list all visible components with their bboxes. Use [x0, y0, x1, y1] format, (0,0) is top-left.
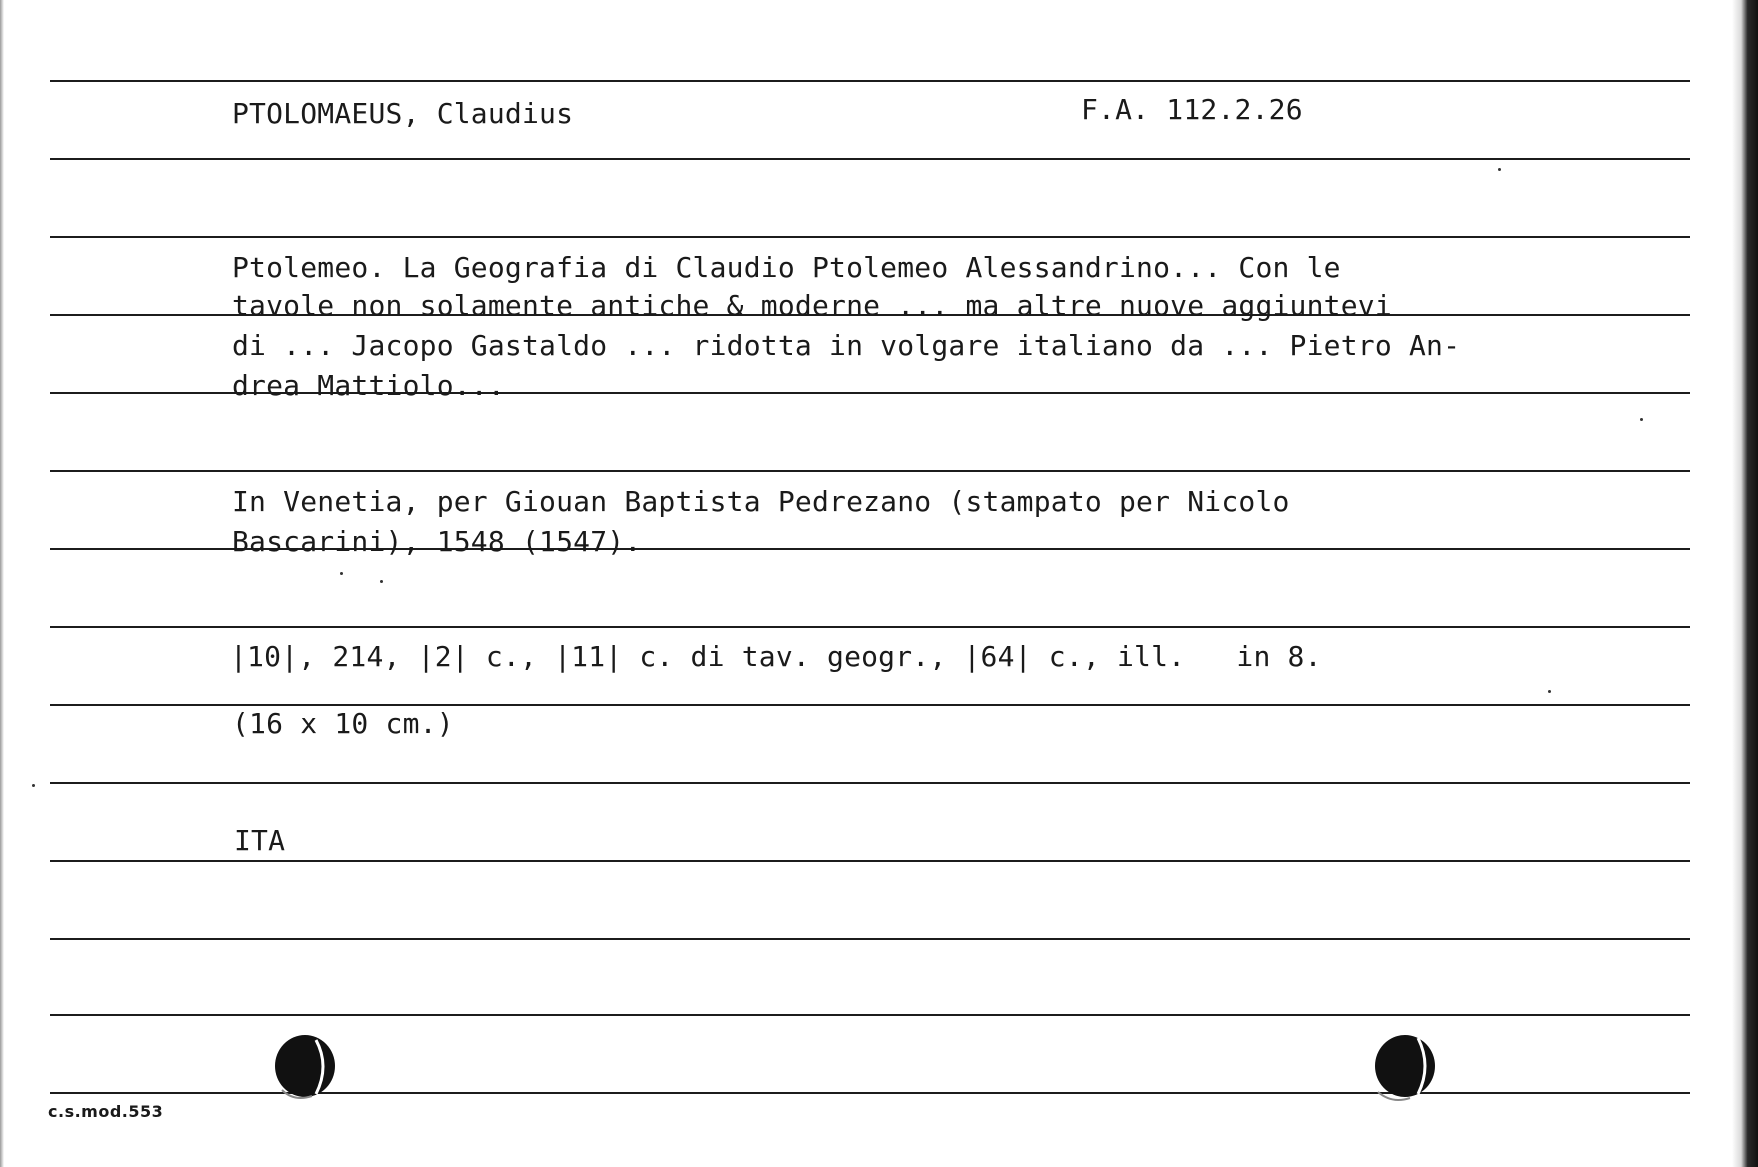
scan-speck [1498, 168, 1501, 171]
dimensions: (16 x 10 cm.) [232, 707, 454, 740]
ruled-line [50, 860, 1690, 862]
title-line: Ptolemeo. La Geografia di Claudio Ptolemeo Alessandrino... Con le [232, 251, 1341, 284]
ruled-line [50, 236, 1690, 238]
scan-speck [1548, 690, 1551, 693]
scan-speck [1640, 418, 1643, 421]
imprint-line: Bascarini), 1548 (1547). [232, 525, 642, 558]
scan-left-edge [0, 0, 4, 1167]
language-code: ITA [234, 824, 286, 857]
title-line: tavole non solamente antiche & moderne ... ma altre nuove aggiuntevi [232, 289, 1392, 322]
collation: |10|, 214, |2| c., |11| c. di tav. geogr., |64| c., ill. in 8. [230, 640, 1322, 673]
scan-speck [32, 784, 35, 787]
ruled-line [50, 938, 1690, 940]
author-heading: PTOLOMAEUS, Claudius [232, 97, 574, 130]
ruled-line [50, 782, 1690, 784]
ruled-line [50, 470, 1690, 472]
scan-speck [340, 572, 343, 575]
scan-speck [380, 580, 383, 583]
ruled-line [50, 704, 1690, 706]
ruled-line [50, 80, 1690, 82]
ruled-line [50, 1014, 1690, 1016]
title-line: di ... Jacopo Gastaldo ... ridotta in volgare italiano da ... Pietro An- [232, 329, 1461, 362]
scan-right-edge [1732, 0, 1758, 1167]
ruled-line [50, 158, 1690, 160]
punch-hole-icon [272, 1032, 338, 1104]
punch-hole-icon [1372, 1032, 1438, 1104]
imprint-line: In Venetia, per Giouan Baptista Pedrezano (stampato per Nicolo [232, 485, 1290, 518]
shelfmark: F.A. 112.2.26 [1081, 93, 1303, 126]
ruled-line [50, 626, 1690, 628]
title-line: drea Mattiolo... [232, 369, 505, 402]
form-code: c.s.mod.553 [48, 1102, 164, 1121]
